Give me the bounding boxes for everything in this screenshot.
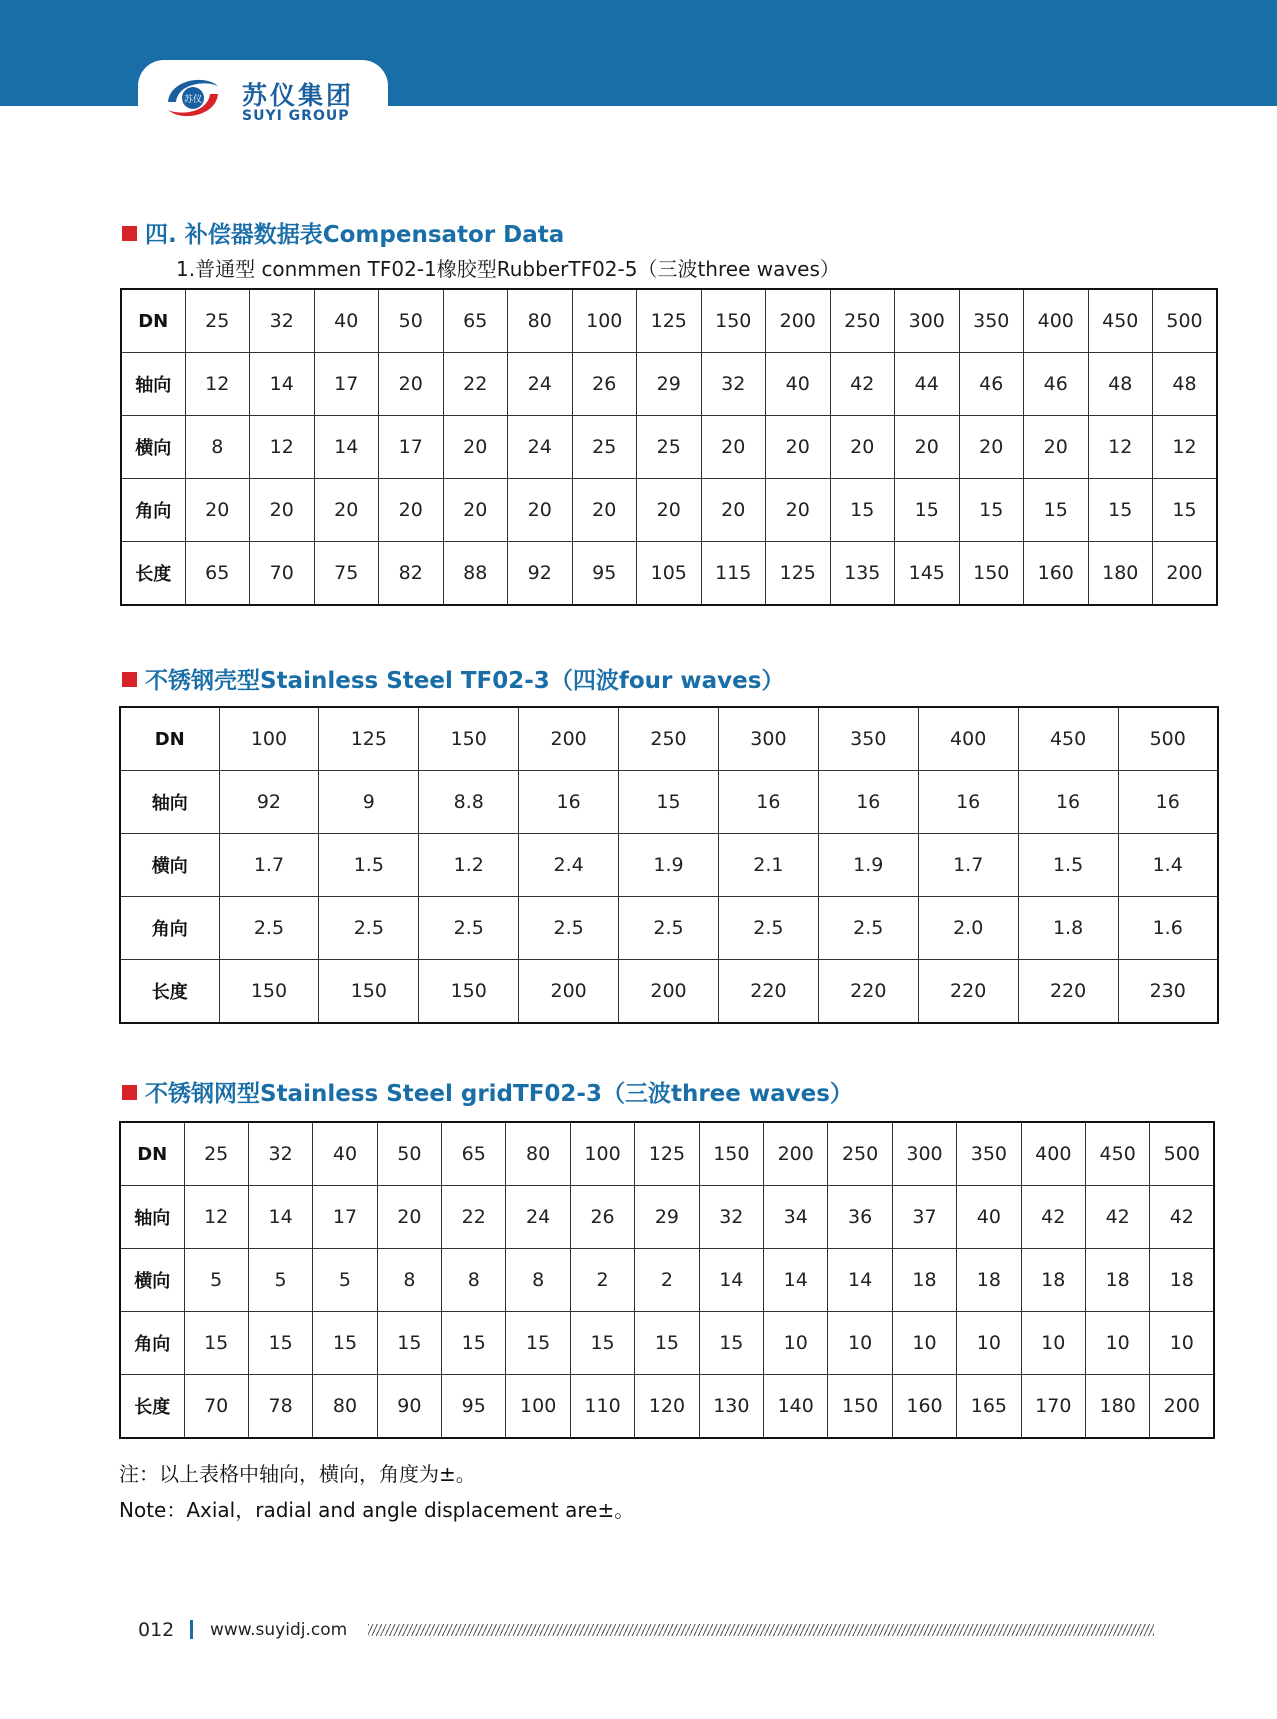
- table-cell: 105: [637, 542, 702, 606]
- table1-caption: 1.普通型 conmmen TF02-1橡胶型RubberTF02-5（三波three waves）: [176, 257, 840, 281]
- table-cell: 20: [185, 479, 250, 542]
- table-cell: 100: [219, 707, 319, 771]
- table-row: [120, 834, 1218, 897]
- table-stainless-grid-tf02-3: [119, 1121, 1215, 1439]
- table-cell: 2: [635, 1249, 699, 1312]
- table-cell: 230: [1118, 960, 1218, 1024]
- table-cell: 15: [506, 1312, 570, 1375]
- table-cell: 135: [830, 542, 895, 606]
- table-cell: 40: [314, 289, 379, 353]
- table-cell: 20: [377, 1186, 441, 1249]
- table-row: [120, 960, 1218, 1024]
- table-cell: 130: [699, 1375, 763, 1439]
- table-cell: 48: [1088, 353, 1153, 416]
- row-label: 横向: [120, 1249, 184, 1312]
- table-cell: 10: [892, 1312, 956, 1375]
- table-cell: 2.4: [519, 834, 619, 897]
- table-cell: 20: [443, 479, 508, 542]
- table-cell: 18: [1150, 1249, 1214, 1312]
- table-cell: 350: [957, 1122, 1021, 1186]
- table-cell: 12: [1153, 416, 1218, 479]
- table-cell: 125: [637, 289, 702, 353]
- table-cell: 16: [1118, 771, 1218, 834]
- table-cell: 82: [379, 542, 444, 606]
- table-row: [120, 1375, 1214, 1439]
- table-cell: 10: [828, 1312, 892, 1375]
- table-cell: 8: [185, 416, 250, 479]
- row-label: DN: [120, 1122, 184, 1186]
- table-cell: 18: [1085, 1249, 1149, 1312]
- footer-url: www.suyidj.com: [210, 1620, 348, 1640]
- table-cell: 20: [766, 479, 831, 542]
- table-cell: 15: [1153, 479, 1218, 542]
- table-cell: 18: [1021, 1249, 1085, 1312]
- table-cell: 17: [379, 416, 444, 479]
- table-cell: 92: [219, 771, 319, 834]
- table-cell: 2.5: [619, 897, 719, 960]
- table-cell: 200: [619, 960, 719, 1024]
- table-cell: 95: [442, 1375, 506, 1439]
- table-cell: 350: [959, 289, 1024, 353]
- table-cell: 350: [818, 707, 918, 771]
- table-cell: 20: [443, 416, 508, 479]
- table-cell: 32: [248, 1122, 312, 1186]
- table-cell: 125: [766, 542, 831, 606]
- table-cell: 150: [701, 289, 766, 353]
- table-cell: 200: [519, 707, 619, 771]
- table-cell: 15: [959, 479, 1024, 542]
- table-cell: 80: [506, 1122, 570, 1186]
- table-cell: 125: [635, 1122, 699, 1186]
- table-cell: 20: [508, 479, 573, 542]
- table-cell: 150: [419, 707, 519, 771]
- table-row: [121, 479, 1217, 542]
- table-cell: 65: [185, 542, 250, 606]
- table-cell: 5: [313, 1249, 377, 1312]
- table-cell: 160: [892, 1375, 956, 1439]
- table-cell: 16: [718, 771, 818, 834]
- table-cell: 37: [892, 1186, 956, 1249]
- table-cell: 150: [828, 1375, 892, 1439]
- table-cell: 115: [701, 542, 766, 606]
- logo-text-en: SUYI GROUP: [242, 108, 350, 124]
- table-stainless-shell-tf02-3: [119, 706, 1219, 1024]
- table-cell: 20: [1024, 416, 1089, 479]
- row-label: 角向: [120, 897, 219, 960]
- table-cell: 250: [830, 289, 895, 353]
- table-cell: 100: [570, 1122, 634, 1186]
- table-cell: 32: [699, 1186, 763, 1249]
- table-cell: 20: [701, 479, 766, 542]
- table-cell: 16: [918, 771, 1018, 834]
- table-row: [121, 289, 1217, 353]
- row-label: 长度: [121, 542, 185, 606]
- table-cell: 2.5: [818, 897, 918, 960]
- table-cell: 14: [828, 1249, 892, 1312]
- row-label: 横向: [120, 834, 219, 897]
- table-cell: 10: [1021, 1312, 1085, 1375]
- table-cell: 165: [957, 1375, 1021, 1439]
- table-cell: 20: [250, 479, 315, 542]
- row-label: 横向: [121, 416, 185, 479]
- table-cell: 17: [314, 353, 379, 416]
- table-cell: 25: [185, 289, 250, 353]
- table-cell: 18: [957, 1249, 1021, 1312]
- table-cell: 100: [506, 1375, 570, 1439]
- table-cell: 15: [619, 771, 719, 834]
- table-cell: 250: [619, 707, 719, 771]
- table-cell: 150: [319, 960, 419, 1024]
- logo-text-cn: 苏仪集团: [242, 81, 355, 110]
- table-cell: 95: [572, 542, 637, 606]
- logo-swirl-icon: [164, 72, 222, 124]
- table-cell: 14: [699, 1249, 763, 1312]
- table-cell: 15: [699, 1312, 763, 1375]
- table-cell: 12: [185, 353, 250, 416]
- table-cell: 48: [1153, 353, 1218, 416]
- table-cell: 10: [1085, 1312, 1149, 1375]
- table-cell: 42: [1085, 1186, 1149, 1249]
- table-cell: 1.6: [1118, 897, 1218, 960]
- table-cell: 1.4: [1118, 834, 1218, 897]
- table-cell: 12: [1088, 416, 1153, 479]
- table-cell: 40: [313, 1122, 377, 1186]
- footer-hatch-decoration: [368, 1624, 1154, 1636]
- table-cell: 20: [637, 479, 702, 542]
- table-cell: 44: [895, 353, 960, 416]
- row-label: DN: [121, 289, 185, 353]
- section-title: 四. 补偿器数据表Compensator Data: [122, 220, 564, 250]
- table-cell: 150: [959, 542, 1024, 606]
- table-cell: 170: [1021, 1375, 1085, 1439]
- table-cell: 16: [1018, 771, 1118, 834]
- table-cell: 100: [572, 289, 637, 353]
- table-cell: 20: [314, 479, 379, 542]
- table-cell: 80: [313, 1375, 377, 1439]
- table-cell: 1.5: [1018, 834, 1118, 897]
- table-cell: 24: [506, 1186, 570, 1249]
- table-cell: 20: [766, 416, 831, 479]
- table-cell: 20: [895, 416, 960, 479]
- table-cell: 25: [184, 1122, 248, 1186]
- table-cell: 300: [895, 289, 960, 353]
- table-cell: 145: [895, 542, 960, 606]
- table-cell: 92: [508, 542, 573, 606]
- table-cell: 40: [957, 1186, 1021, 1249]
- table-cell: 15: [830, 479, 895, 542]
- table-cell: 34: [764, 1186, 828, 1249]
- table-cell: 450: [1018, 707, 1118, 771]
- table-cell: 150: [699, 1122, 763, 1186]
- red-square-icon: [122, 672, 137, 687]
- table-cell: 20: [959, 416, 1024, 479]
- table-cell: 400: [1024, 289, 1089, 353]
- table-cell: 2.5: [419, 897, 519, 960]
- table-cell: 29: [637, 353, 702, 416]
- table-cell: 2.5: [219, 897, 319, 960]
- table-cell: 25: [637, 416, 702, 479]
- table-cell: 220: [718, 960, 818, 1024]
- table-cell: 200: [1150, 1375, 1214, 1439]
- table-cell: 26: [572, 353, 637, 416]
- table-cell: 22: [443, 353, 508, 416]
- row-label: 角向: [121, 479, 185, 542]
- table-cell: 10: [1150, 1312, 1214, 1375]
- table-cell: 1.7: [219, 834, 319, 897]
- table-cell: 14: [314, 416, 379, 479]
- table-row: [121, 416, 1217, 479]
- table-cell: 80: [508, 289, 573, 353]
- table-cell: 2.5: [718, 897, 818, 960]
- table-cell: 10: [764, 1312, 828, 1375]
- table-cell: 20: [379, 353, 444, 416]
- table-cell: 2.5: [519, 897, 619, 960]
- table-row: [120, 1122, 1214, 1186]
- table-cell: 9: [319, 771, 419, 834]
- table-cell: 500: [1150, 1122, 1214, 1186]
- table-cell: 1.9: [619, 834, 719, 897]
- row-label: 轴向: [120, 771, 219, 834]
- table-cell: 450: [1085, 1122, 1149, 1186]
- row-label: DN: [120, 707, 219, 771]
- table-cell: 400: [1021, 1122, 1085, 1186]
- table-cell: 70: [184, 1375, 248, 1439]
- table-cell: 220: [918, 960, 1018, 1024]
- table-cell: 1.7: [918, 834, 1018, 897]
- table-cell: 15: [248, 1312, 312, 1375]
- red-square-icon: [122, 1085, 137, 1100]
- table-cell: 16: [519, 771, 619, 834]
- table-cell: 50: [377, 1122, 441, 1186]
- table-cell: 16: [818, 771, 918, 834]
- table-cell: 450: [1088, 289, 1153, 353]
- table-cell: 32: [701, 353, 766, 416]
- table-cell: 36: [828, 1186, 892, 1249]
- table-cell: 15: [635, 1312, 699, 1375]
- table-rubber-tf02-1: [120, 288, 1218, 606]
- table-cell: 5: [248, 1249, 312, 1312]
- table-cell: 8.8: [419, 771, 519, 834]
- table-cell: 14: [250, 353, 315, 416]
- table-cell: 8: [377, 1249, 441, 1312]
- table-row: [120, 897, 1218, 960]
- row-label: 轴向: [120, 1186, 184, 1249]
- table-cell: 140: [764, 1375, 828, 1439]
- table-cell: 110: [570, 1375, 634, 1439]
- table-cell: 15: [570, 1312, 634, 1375]
- table-cell: 15: [184, 1312, 248, 1375]
- table-cell: 400: [918, 707, 1018, 771]
- table-cell: 15: [442, 1312, 506, 1375]
- table-cell: 20: [830, 416, 895, 479]
- table-cell: 180: [1088, 542, 1153, 606]
- table-cell: 1.2: [419, 834, 519, 897]
- table-cell: 200: [766, 289, 831, 353]
- table-cell: 42: [1021, 1186, 1085, 1249]
- table-cell: 24: [508, 353, 573, 416]
- table-cell: 8: [442, 1249, 506, 1312]
- table-cell: 300: [718, 707, 818, 771]
- table-row: [121, 542, 1217, 606]
- table-cell: 15: [313, 1312, 377, 1375]
- table-cell: 42: [1150, 1186, 1214, 1249]
- table-cell: 24: [508, 416, 573, 479]
- table-cell: 50: [379, 289, 444, 353]
- logo: [138, 60, 388, 130]
- table-cell: 5: [184, 1249, 248, 1312]
- table-cell: 20: [701, 416, 766, 479]
- table-cell: 88: [443, 542, 508, 606]
- row-label: 长度: [120, 1375, 184, 1439]
- table-cell: 220: [1018, 960, 1118, 1024]
- table-cell: 15: [1088, 479, 1153, 542]
- table-cell: 18: [892, 1249, 956, 1312]
- table3-caption: 不锈钢网型Stainless Steel gridTF02-3（三波three waves）: [122, 1079, 853, 1109]
- table-cell: 200: [764, 1122, 828, 1186]
- table2-caption: 不锈钢壳型Stainless Steel TF02-3（四波four waves）: [122, 666, 784, 696]
- logo-seal-text: 苏仪: [183, 95, 203, 105]
- table-cell: 14: [248, 1186, 312, 1249]
- note-cn: 注：以上表格中轴向，横向，角度为±。: [119, 1462, 476, 1486]
- table-cell: 20: [379, 479, 444, 542]
- table-cell: 200: [519, 960, 619, 1024]
- table-cell: 65: [443, 289, 508, 353]
- footer-divider: [190, 1620, 193, 1639]
- table-cell: 15: [895, 479, 960, 542]
- table-cell: 17: [313, 1186, 377, 1249]
- table-cell: 65: [442, 1122, 506, 1186]
- page-number: 012: [138, 1619, 175, 1641]
- table-row: [120, 771, 1218, 834]
- table-cell: 20: [572, 479, 637, 542]
- table-cell: 220: [818, 960, 918, 1024]
- table-cell: 120: [635, 1375, 699, 1439]
- table-cell: 42: [830, 353, 895, 416]
- row-label: 角向: [120, 1312, 184, 1375]
- table-cell: 15: [1024, 479, 1089, 542]
- table-cell: 1.5: [319, 834, 419, 897]
- table-cell: 32: [250, 289, 315, 353]
- table-cell: 150: [219, 960, 319, 1024]
- table-row: [120, 1186, 1214, 1249]
- table-cell: 40: [766, 353, 831, 416]
- table-cell: 8: [506, 1249, 570, 1312]
- row-label: 轴向: [121, 353, 185, 416]
- table-cell: 90: [377, 1375, 441, 1439]
- row-label: 长度: [120, 960, 219, 1024]
- table-cell: 46: [959, 353, 1024, 416]
- red-square-icon: [122, 226, 137, 241]
- note-en: Note：Axial，radial and angle displacement are±。: [119, 1498, 635, 1522]
- table-cell: 22: [442, 1186, 506, 1249]
- table-cell: 2.5: [319, 897, 419, 960]
- table-cell: 150: [419, 960, 519, 1024]
- table-cell: 12: [250, 416, 315, 479]
- table-row: [120, 707, 1218, 771]
- table-cell: 250: [828, 1122, 892, 1186]
- table-cell: 300: [892, 1122, 956, 1186]
- table-cell: 46: [1024, 353, 1089, 416]
- table-row: [120, 1312, 1214, 1375]
- table-cell: 2.1: [718, 834, 818, 897]
- table-cell: 75: [314, 542, 379, 606]
- table-cell: 1.9: [818, 834, 918, 897]
- table-cell: 2: [570, 1249, 634, 1312]
- table-row: [121, 353, 1217, 416]
- table-cell: 15: [377, 1312, 441, 1375]
- table-cell: 1.8: [1018, 897, 1118, 960]
- table-row: [120, 1249, 1214, 1312]
- table-cell: 70: [250, 542, 315, 606]
- table-cell: 180: [1085, 1375, 1149, 1439]
- table-cell: 12: [184, 1186, 248, 1249]
- table-cell: 10: [957, 1312, 1021, 1375]
- table-cell: 160: [1024, 542, 1089, 606]
- table-cell: 78: [248, 1375, 312, 1439]
- table-cell: 200: [1153, 542, 1218, 606]
- table-cell: 500: [1153, 289, 1218, 353]
- table-cell: 2.0: [918, 897, 1018, 960]
- table-cell: 500: [1118, 707, 1218, 771]
- table-cell: 125: [319, 707, 419, 771]
- table-cell: 26: [570, 1186, 634, 1249]
- table-cell: 25: [572, 416, 637, 479]
- table-cell: 14: [764, 1249, 828, 1312]
- table-cell: 29: [635, 1186, 699, 1249]
